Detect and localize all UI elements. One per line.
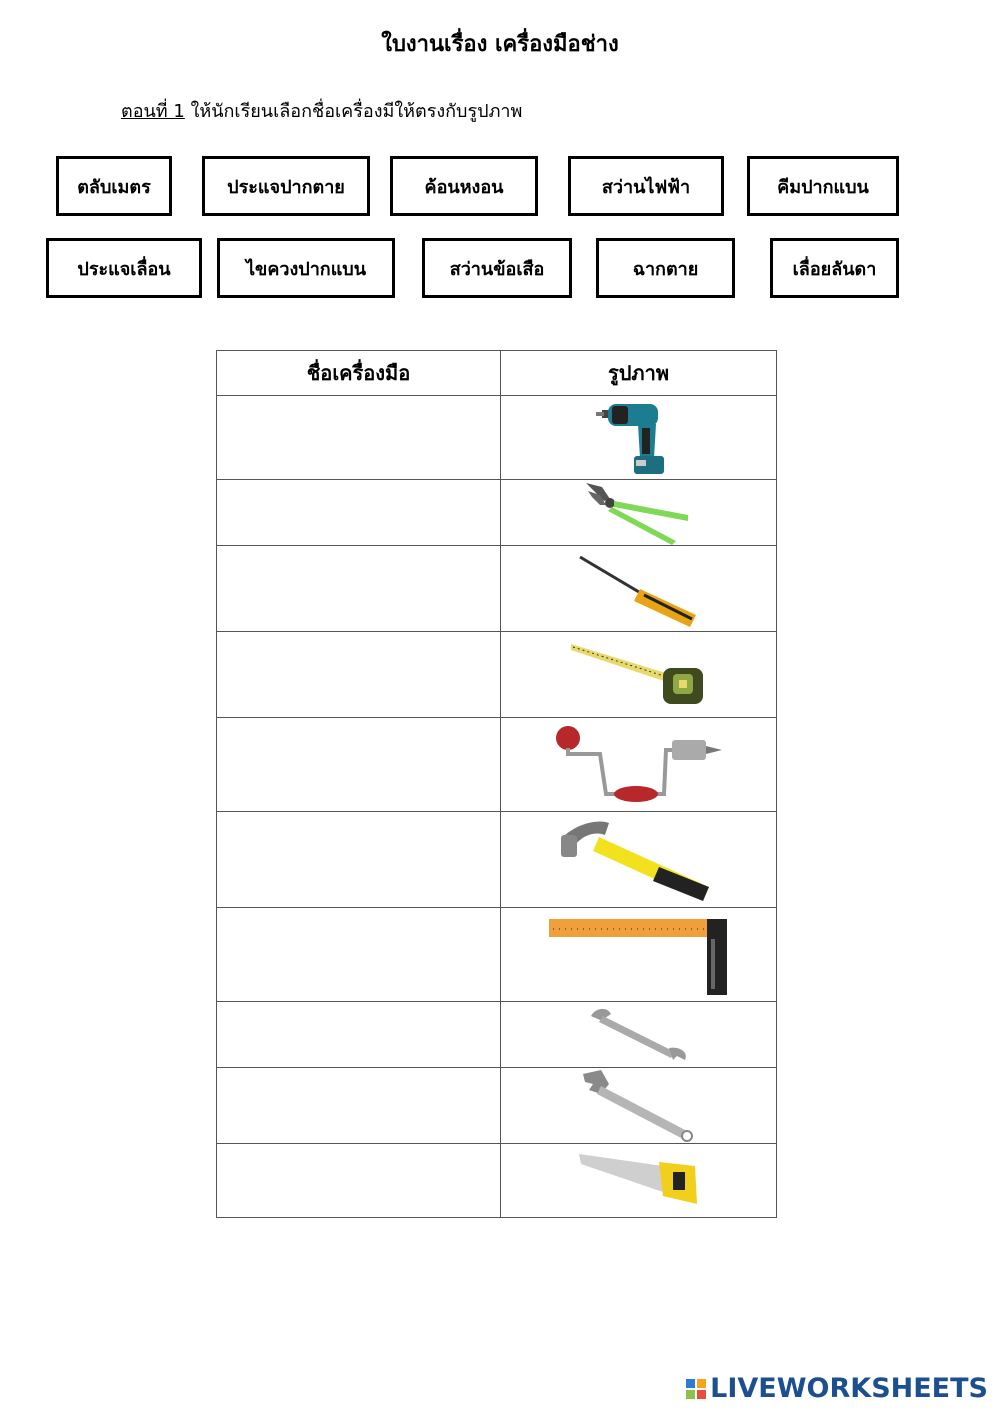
tape-measure-image [569, 640, 709, 710]
table-row [217, 812, 777, 908]
word-box[interactable]: เลื่อยลันดา [770, 238, 899, 298]
picture-cell [501, 718, 777, 812]
word-box[interactable]: ประแจเลื่อน [46, 238, 202, 298]
word-box[interactable]: ประแจปากตาย [202, 156, 370, 216]
liveworksheets-logo [686, 1373, 988, 1404]
word-box[interactable]: ค้อนหงอน [390, 156, 538, 216]
pliers-image [584, 481, 694, 545]
picture-cell [501, 396, 777, 480]
picture-cell [501, 480, 777, 546]
hand-saw-image [577, 1152, 701, 1210]
answer-cell[interactable] [217, 812, 501, 908]
screwdriver-image [574, 551, 704, 627]
word-box[interactable]: ตลับเมตร [56, 156, 172, 216]
answer-cell[interactable] [217, 480, 501, 546]
claw-hammer-image [559, 817, 719, 903]
picture-cell [501, 812, 777, 908]
picture-cell [501, 908, 777, 1002]
answer-cell[interactable] [217, 1144, 501, 1218]
answer-cell[interactable] [217, 396, 501, 480]
table-header-row [217, 351, 777, 396]
header-tool-name: ชื่อเครื่องมือ [217, 351, 501, 396]
table-row [217, 718, 777, 812]
tools-table [216, 350, 777, 1218]
answer-cell[interactable] [217, 718, 501, 812]
picture-cell [501, 546, 777, 632]
logo-squares-icon [686, 1379, 706, 1399]
adjustable-wrench-image [579, 1070, 699, 1142]
table-row [217, 546, 777, 632]
header-picture: รูปภาพ [501, 351, 777, 396]
page-title: ใบงานเรื่อง เครื่องมือช่าง [381, 32, 619, 57]
picture-cell [501, 1002, 777, 1068]
hand-brace-drill-image [554, 724, 724, 806]
picture-cell [501, 1068, 777, 1144]
picture-cell [501, 632, 777, 718]
table-row [217, 1144, 777, 1218]
answer-cell[interactable] [217, 908, 501, 1002]
word-box[interactable]: คีมปากแบน [747, 156, 899, 216]
electric-drill-image [594, 398, 684, 478]
word-box[interactable]: ไขควงปากแบน [217, 238, 395, 298]
answer-cell[interactable] [217, 632, 501, 718]
picture-cell [501, 1144, 777, 1218]
table-row [217, 908, 777, 1002]
try-square-image [549, 915, 729, 995]
brand-name: LIVEWORKSHEETS [710, 1373, 988, 1404]
table-row [217, 632, 777, 718]
instruction-text: ให้นักเรียนเลือกชื่อเครื่องมีให้ตรงกับรูปภาพ [190, 101, 523, 122]
answer-cell[interactable] [217, 1002, 501, 1068]
word-box[interactable]: สว่านไฟฟ้า [568, 156, 724, 216]
open-end-wrench-image [589, 1006, 689, 1064]
word-box[interactable]: สว่านข้อเสือ [422, 238, 572, 298]
table-row [217, 396, 777, 480]
word-box[interactable]: ฉากตาย [596, 238, 735, 298]
table-row [217, 1002, 777, 1068]
answer-cell[interactable] [217, 546, 501, 632]
table-row [217, 1068, 777, 1144]
instruction-label: ตอนที่ 1 [121, 101, 185, 122]
table-row [217, 480, 777, 546]
answer-cell[interactable] [217, 1068, 501, 1144]
instruction [121, 96, 522, 125]
